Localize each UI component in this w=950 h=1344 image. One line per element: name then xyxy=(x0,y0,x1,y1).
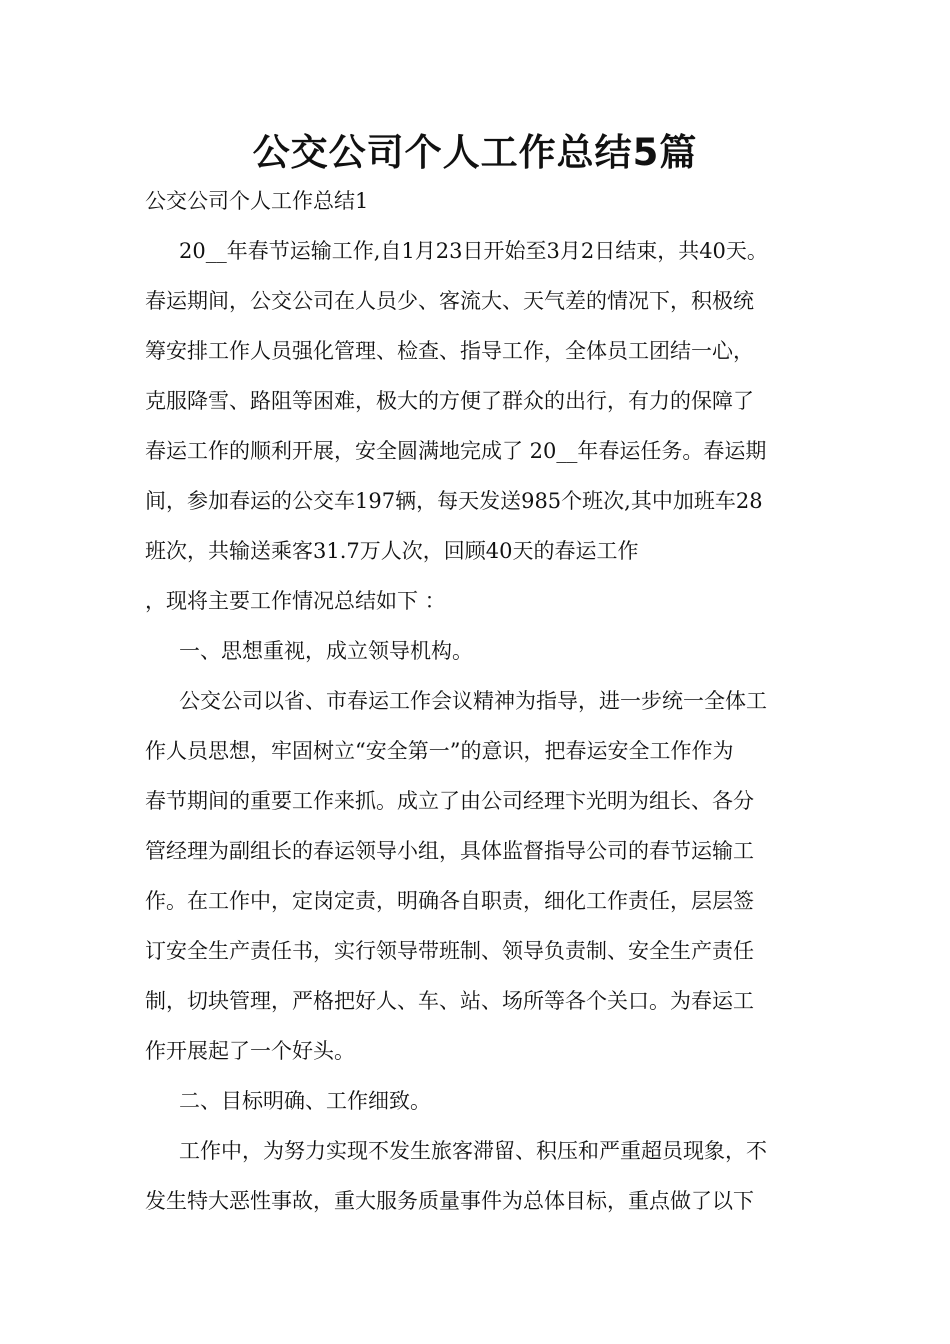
text-line-12: 管经理为副组长的春运领导小组，具体监督指导公司的春节运输工 xyxy=(145,839,754,863)
text-line-14: 订安全生产责任书，实行领导带班制、领导负责制、安全生产责任 xyxy=(145,939,754,963)
text-line-16: 作开展起了一个好头。 xyxy=(145,1039,355,1063)
text-line-17: 工作中，为努力实现不发生旅客滞留、积压和严重超员现象，不 xyxy=(179,1139,767,1163)
text-line-2: 春运期间，公交公司在人员少、客流大、天气差的情况下，积极统 xyxy=(145,289,754,313)
section-heading-1: 一、思想重视，成立领导机构。 xyxy=(179,639,473,663)
document-title: 公交公司个人工作总结5篇 xyxy=(252,131,698,174)
text-line-11: 春节期间的重要工作来抓。成立了由公司经理卞光明为组长、各分 xyxy=(145,789,754,813)
text-line-4: 克服降雪、路阻等困难，极大的方便了群众的出行，有力的保障了 xyxy=(145,389,754,413)
text-line-9: 公交公司以省、市春运工作会议精神为指导，进一步统一全体工 xyxy=(179,689,767,713)
text-line-5: 春运工作的顺利开展，安全圆满地完成了 20__年春运任务。春运期 xyxy=(145,439,767,463)
text-line-7: 班次，共输送乘客31.7万人次，回顾40天的春运工作 xyxy=(145,539,639,563)
section-subtitle: 公交公司个人工作总结1 xyxy=(145,189,369,213)
section-heading-2: 二、目标明确、工作细致。 xyxy=(179,1089,431,1113)
text-line-6: 间，参加春运的公交车197辆，每天发送985个班次,其中加班车28 xyxy=(145,489,763,513)
text-line-1: 20__年春节运输工作,自1月23日开始至3月2日结束，共40天。 xyxy=(179,239,768,263)
text-line-18: 发生特大恶性事故，重大服务质量事件为总体目标，重点做了以下 xyxy=(145,1189,754,1213)
text-line-8: ，现将主要工作情况总结如下 ： xyxy=(145,589,446,613)
text-line-3: 筹安排工作人员强化管理、检查、指导工作，全体员工团结一心， xyxy=(145,339,754,363)
text-line-10: 作人员思想，牢固树立“安全第一”的意识，把春运安全工作作为 xyxy=(145,739,734,763)
text-line-13: 作。在工作中，定岗定责，明确各自职责，细化工作责任，层层签 xyxy=(145,889,754,913)
text-line-15: 制，切块管理，严格把好人、车、站、场所等各个关口。为春运工 xyxy=(145,989,754,1013)
